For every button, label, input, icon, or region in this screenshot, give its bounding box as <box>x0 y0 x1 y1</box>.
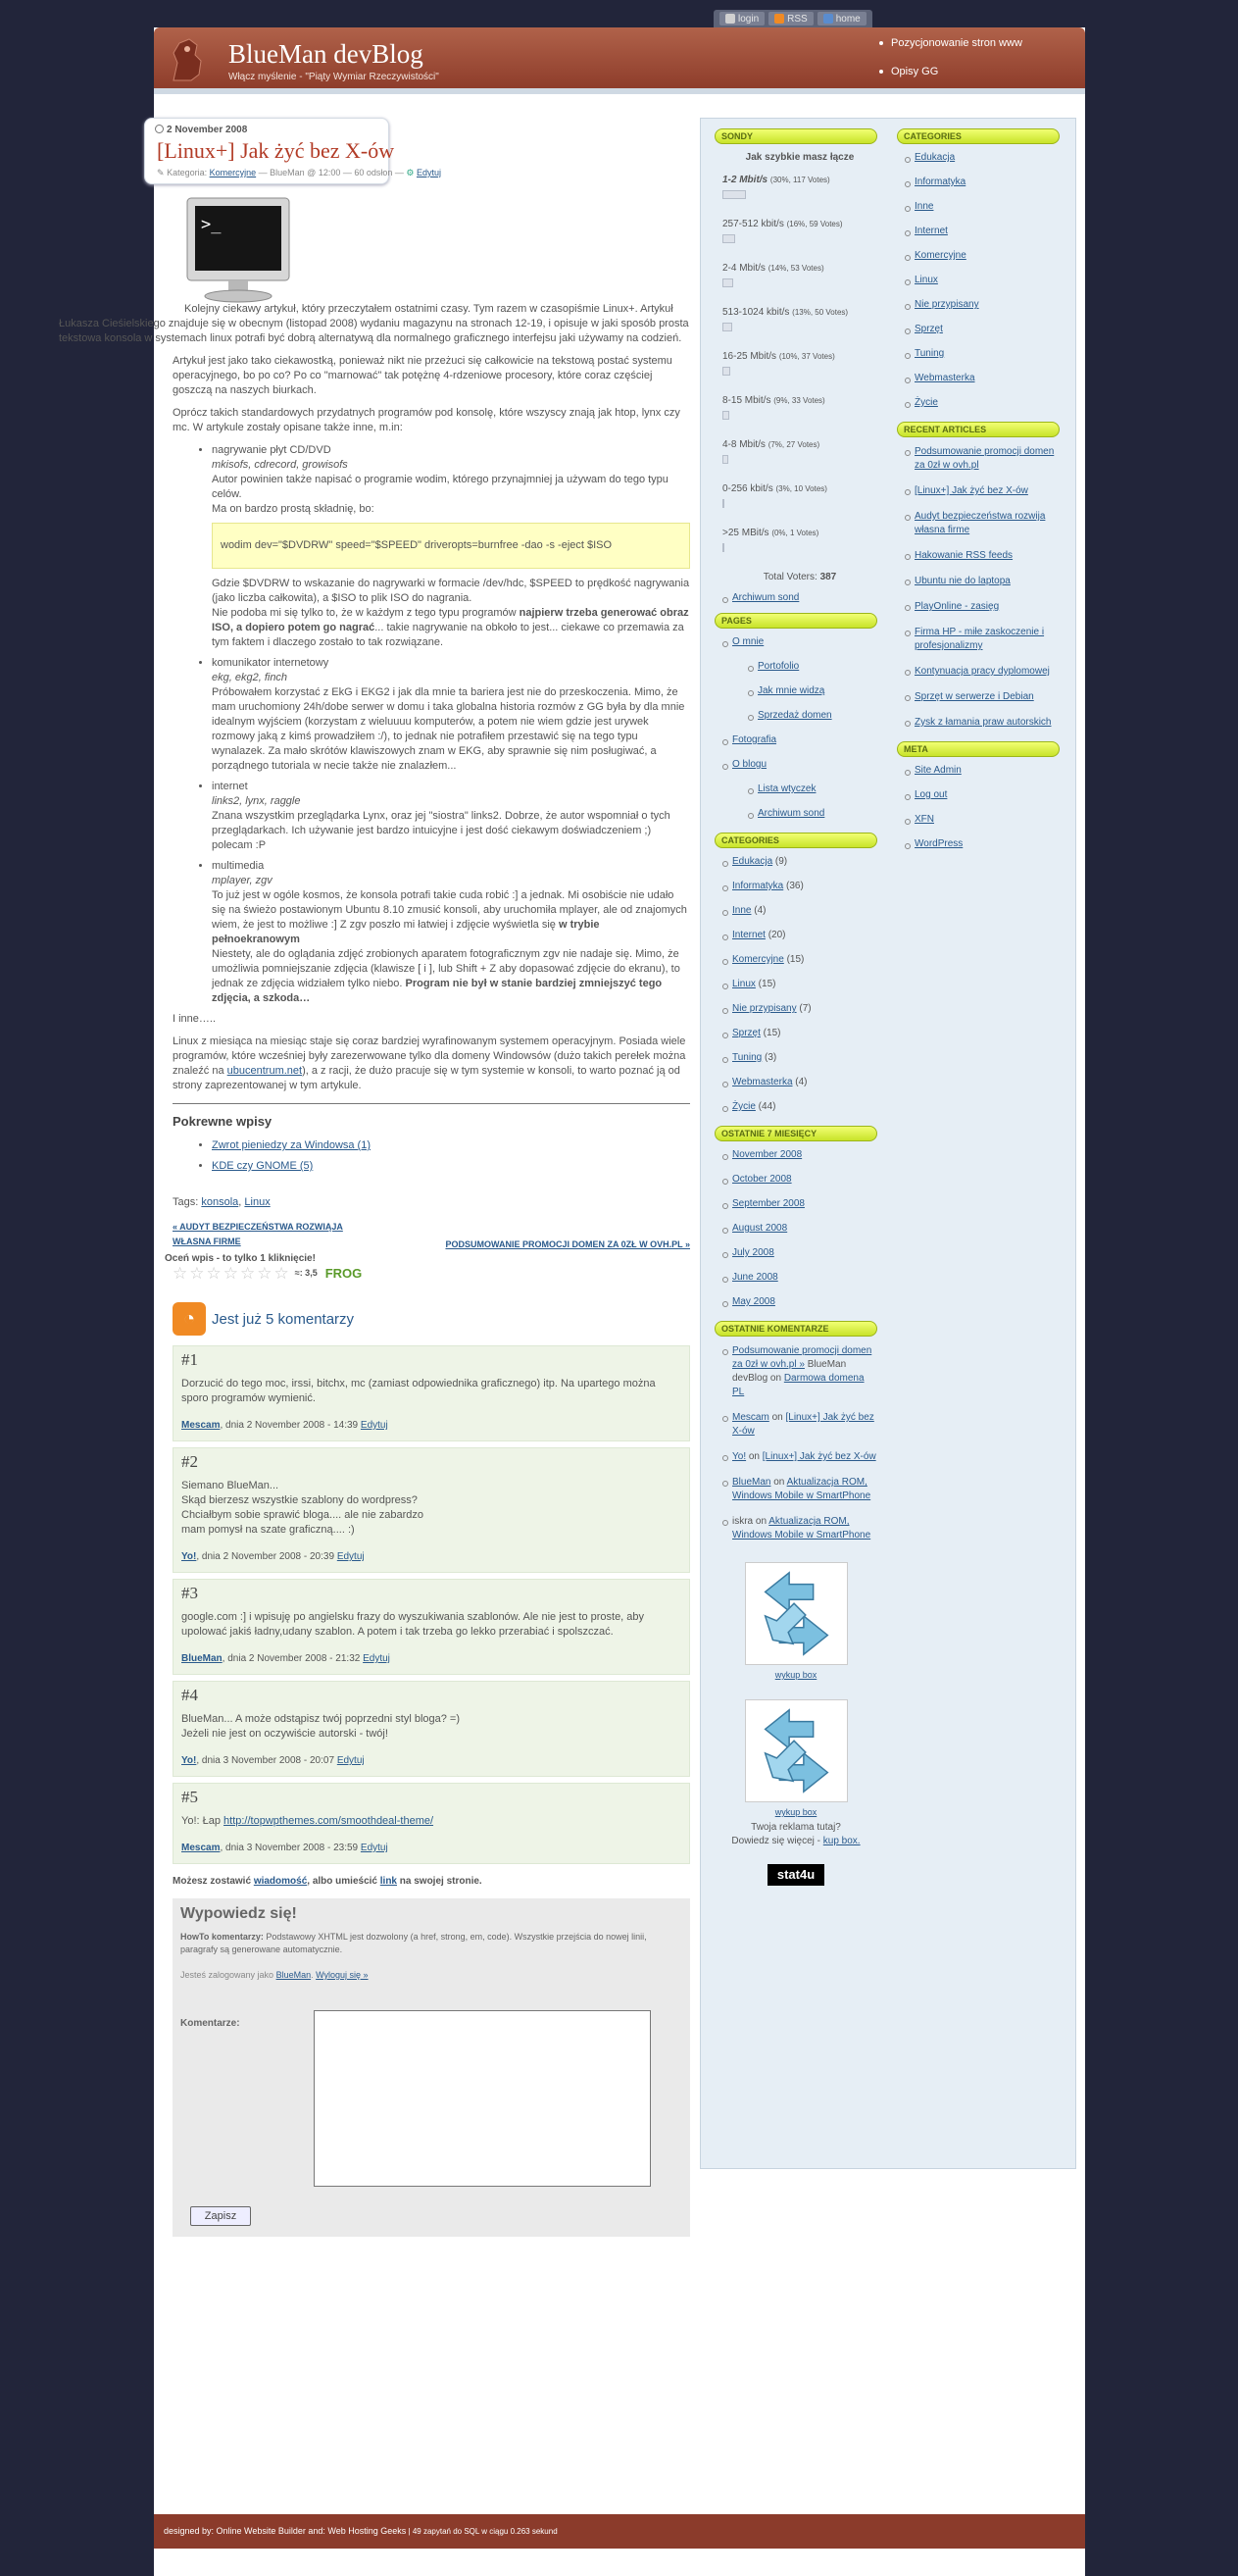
post-header <box>144 118 441 184</box>
related-item[interactable]: • Zwrot pieniedzy za Windowsa (1) <box>212 1138 690 1153</box>
arrows-icon <box>745 1562 848 1665</box>
next-post-link[interactable]: PODSUMOWANIE PROMOCJI DOMEN ZA 0ZŁ W OVH.PL » <box>445 1239 690 1249</box>
page-link[interactable]: Jak mnie widzą <box>748 685 877 696</box>
code-block: wodim dev="$DVDRW" speed="$SPEED" driveropts=burnfree -dao -s -eject $ISO <box>212 523 690 569</box>
sidebar-heading: PAGES <box>715 613 877 629</box>
recent-article-link[interactable]: Audyt bezpieczeństwa rozwija własna firme <box>905 510 1060 537</box>
page-link[interactable]: O mnie <box>722 636 877 647</box>
blog-title[interactable]: BlueMan devBlog <box>228 39 423 69</box>
poll-total: Total Voters: 387 <box>763 572 837 582</box>
poll-bar <box>722 323 732 331</box>
star-icon[interactable]: ☆ <box>240 1264 256 1283</box>
pages-list <box>715 636 877 819</box>
trackback-note: Możesz zostawić wiadomość, albo umieścić link na swojej stronie. <box>173 1876 482 1887</box>
post-tags: Tags: konsola, Linux <box>173 1196 271 1208</box>
page-link[interactable]: Portofolio <box>748 661 877 672</box>
comment-label: Komentarze: <box>180 2018 240 2029</box>
arrows-icon <box>745 1699 848 1802</box>
meta-link[interactable]: Log out <box>905 789 1060 800</box>
comment-text: Dorzucić do tego moc, irssi, bitchx, mc (zamiast odpowiednika graficznego) itp. Na upartego można sporo programów wymienić. <box>181 1378 656 1404</box>
archive-month-link[interactable]: September 2008 <box>722 1198 877 1209</box>
comment-number: #5 <box>181 1788 198 1806</box>
tag-link[interactable]: Linux <box>244 1196 271 1208</box>
post-edit-link[interactable]: Edytuj <box>416 168 441 177</box>
poll-option: 4-8 Mbit/s (7%, 27 Votes) <box>722 439 877 464</box>
recent-article-link[interactable]: Sprzęt w serwerze i Debian <box>905 690 1060 704</box>
category-link[interactable]: Inne (4) <box>722 905 877 916</box>
recent-comment: BlueMan on Aktualizacja ROM, Windows Mobile w SmartPhone <box>722 1476 877 1503</box>
svg-text:>_: >_ <box>201 215 222 234</box>
poll-bar <box>722 411 729 420</box>
archive-month-link[interactable]: May 2008 <box>722 1296 877 1307</box>
submit-button[interactable]: Zapisz <box>190 2206 251 2226</box>
comment-number: #1 <box>181 1350 198 1369</box>
star-icon[interactable]: ☆ <box>223 1264 238 1283</box>
tag-link[interactable]: konsola <box>201 1196 239 1208</box>
list-item: • internet links2, lynx, raggle Znana wszystkim przeglądarka Lynx, oraz jej "siostra" links2. Dobrze, że autor wspomniał o tych przeglądarkach. Ich używanie jest bardzo intuicyjne i jest dość ciekawym doświadczeniem ;) polecam :P <box>212 780 690 853</box>
meta-link[interactable]: Site Admin <box>905 765 1060 776</box>
category-link[interactable]: Internet (20) <box>722 930 877 940</box>
meta-link[interactable]: WordPress <box>905 838 1060 849</box>
comment-number: #2 <box>181 1452 198 1471</box>
login-link[interactable]: login <box>719 12 765 25</box>
related-heading: Pokrewne wpisy <box>173 1114 272 1129</box>
home-icon <box>823 14 833 24</box>
category-link[interactable]: Linux (15) <box>722 979 877 989</box>
comment-edit-link[interactable]: Edytuj <box>336 1551 365 1562</box>
page-link[interactable]: O blogu <box>722 759 877 770</box>
site-header <box>154 27 1085 94</box>
recent-articles-list <box>897 445 1060 730</box>
recent-comment: iskra on Aktualizacja ROM, Windows Mobile w SmartPhone <box>722 1515 877 1542</box>
rating-label: Oceń wpis - to tylko 1 kliknięcie! <box>165 1253 316 1264</box>
stat4u-badge[interactable]: stat4u <box>768 1864 824 1886</box>
edit-icon: ⚙ <box>406 168 415 177</box>
post-paragraph: Kolejny ciekawy artykuł, który przeczytałem ostatnimi czasy. Tym razem w czasopiśmie Linux+. Artykuł Łukasza Cieśielskiego znajduje się w obecnym (listopad 2008) wydaniu magazynu na stronach 12-19, i opisuje w jaki sposób prosta tekstowa konsola w systemach linux potrafi być dobrą alternatywą dla normalnego graficznego interfejsu jaki używamy na codzień. <box>59 303 689 344</box>
related-list <box>212 1138 690 1174</box>
meta-list <box>897 765 1060 849</box>
user-link[interactable]: BlueMan <box>275 1970 312 1980</box>
sidebar <box>700 118 1076 2169</box>
star-icon[interactable]: ☆ <box>257 1264 272 1283</box>
poll-option: >25 MBit/s (0%, 1 Votes) <box>722 528 877 552</box>
poll-bar <box>722 278 733 287</box>
link-link[interactable]: link <box>379 1876 397 1887</box>
recent-article-link[interactable]: Kontynuacja pracy dyplomowej <box>905 665 1060 679</box>
poll-option: 2-4 Mbit/s (14%, 53 Votes) <box>722 263 877 287</box>
reply-form <box>173 1898 690 2237</box>
category-link[interactable]: Edukacja (9) <box>722 856 877 867</box>
comment <box>173 1681 690 1777</box>
sidebar-heading: SONDY <box>715 128 877 144</box>
ad-box[interactable]: wykup box <box>732 1699 860 1817</box>
logout-link[interactable]: Wyloguj się » <box>316 1970 369 1980</box>
comments-heading: ◔ Jest już 5 komentarzy <box>173 1302 690 1336</box>
related-item[interactable]: • KDE czy GNOME (5) <box>212 1159 690 1174</box>
post-title[interactable]: [Linux+] Jak żyć bez X-ów <box>157 138 395 163</box>
sidebar-heading: RECENT ARTICLES <box>897 422 1060 437</box>
comment-edit-link[interactable]: Edytuj <box>360 1843 388 1853</box>
category-link[interactable]: Życie <box>905 397 1060 408</box>
frog-logo[interactable]: FROG <box>324 1266 363 1281</box>
program-list <box>212 443 690 1006</box>
category-link[interactable]: Informatyka (36) <box>722 881 877 891</box>
message-link[interactable]: wiadomość <box>253 1876 308 1887</box>
logged-in-text: Jesteś zalogowany jako BlueMan. Wyloguj się » <box>180 1970 369 1980</box>
recent-article-link[interactable]: Zysk z łamania praw autorskich <box>905 716 1060 730</box>
list-item: • komunikator internetowy ekg, ekg2, finch Próbowałem korzystać z EkG i EKG2 i jak dla mnie ta bariera jest nie do przeskoczenia. Mimo, że mam uruchomiony 24h/dobe serwer w domu i taka globalna historia rozmów z GG była by dla mnie idealnym wyjściem (korzystam z wieluuuu komputerów, a potem nie wiem gdzie jest urywek rozmowy jaką z kimś prowadziłem :/), to jednak nie potrafiłem przestawić się na tego typu wynalazek. Za mało skrótów klawiszowych znam w EKG, aby sprawnie się nim posługiwać, a porządnego tutoriala w necie także nie znalazłem... <box>212 656 690 774</box>
reply-title: Wypowiedz się! <box>180 1905 297 1922</box>
recent-article-link[interactable]: Hakowanie RSS feeds <box>905 549 1060 563</box>
buy-box-link[interactable]: kup box. <box>822 1836 861 1846</box>
comment-text: google.com :] i wpisuję po angielsku frazy do wyszukiwania szablonów. Ale nie jest to proste, aby upolować jakiś ładny,udany szablon. A potem i tak trzeba go lekko przerabiać i spolszczać. <box>181 1611 645 1638</box>
ad-box[interactable]: wykup box <box>732 1562 860 1680</box>
category-link[interactable]: Inne <box>905 201 1060 212</box>
poll-question: Jak szybkie masz łącze <box>745 152 855 163</box>
poll-option: 16-25 Mbit/s (10%, 37 Votes) <box>722 351 877 376</box>
category-link[interactable]: Życie (44) <box>722 1101 877 1112</box>
poll-bar <box>722 367 730 376</box>
comment <box>173 1579 690 1675</box>
comment-text: BlueMan... A może odstąpisz twój poprzedni styl bloga? =) Jeżeli nie jest on oczywiście autorski - twój! <box>181 1713 461 1740</box>
category-link[interactable]: Tuning <box>905 348 1060 359</box>
recent-comment: Mescam on [Linux+] Jak żyć bez X-ów <box>722 1411 877 1439</box>
poll-option: 513-1024 kbit/s (13%, 50 Votes) <box>722 307 877 331</box>
poll-widget <box>715 152 877 582</box>
sidebar-heading: CATEGORIES <box>897 128 1060 144</box>
comment-textarea[interactable] <box>314 2010 651 2187</box>
recent-article-link[interactable]: Podsumowanie promocji domen za 0zł w ovh.pl <box>905 445 1060 473</box>
post-date: 2 November 2008 <box>155 125 247 135</box>
poll-option: 8-15 Mbit/s (9%, 33 Votes) <box>722 395 877 420</box>
comment-author-line: Yo!, dnia 3 November 2008 - 20:07 Edytuj <box>181 1755 365 1766</box>
category-link[interactable]: Linux <box>905 275 1060 285</box>
archive-month-link[interactable]: October 2008 <box>722 1174 877 1185</box>
poll-bar <box>722 455 728 464</box>
category-link[interactable]: Komercyjne (15) <box>722 954 877 965</box>
login-icon <box>725 14 735 24</box>
rating-stars[interactable] <box>173 1266 690 1281</box>
blog-description: Włącz myślenie - "Piąty Wymiar Rzeczywistości" <box>228 72 439 82</box>
divider <box>173 1103 690 1104</box>
poll-bar <box>722 234 735 243</box>
sidebar-heading: OSTATNIE 7 MIESIĘCY <box>715 1126 877 1141</box>
comment-author-line: Mescam, dnia 2 November 2008 - 14:39 Edytuj <box>181 1420 388 1431</box>
poll-options <box>722 175 877 552</box>
comment-author-line: BlueMan, dnia 2 November 2008 - 21:32 Edytuj <box>181 1653 390 1664</box>
archive-months-list <box>715 1149 877 1307</box>
rating-score: ≈: 3,5 <box>294 1268 318 1278</box>
page-link[interactable]: Archiwum sond <box>748 808 877 819</box>
category-link[interactable]: Komercyjne <box>905 250 1060 261</box>
poll-option: 257-512 kbit/s (16%, 59 Votes) <box>722 219 877 243</box>
comment-text: Yo!: Łap http://topwpthemes.com/smoothdeal-theme/ <box>181 1815 434 1827</box>
poll-option: 0-256 kbit/s (3%, 10 Votes) <box>722 483 877 508</box>
category-link[interactable]: Webmasterka <box>905 373 1060 383</box>
categories-list <box>897 152 1060 408</box>
recent-comment: Podsumowanie promocji domen za 0zł w ovh.pl » BlueMan devBlog on Darmowa domena PL <box>722 1344 877 1399</box>
rss-icon <box>774 14 784 24</box>
top-nav <box>714 10 872 27</box>
comment-author[interactable]: Yo! <box>181 1755 197 1766</box>
clock-icon <box>155 125 164 133</box>
poll-archive-list <box>715 592 877 603</box>
comment <box>173 1447 690 1573</box>
comment-edit-link[interactable]: Edytuj <box>360 1420 388 1431</box>
comment-edit-link[interactable]: Edytuj <box>336 1755 365 1766</box>
category-link[interactable]: Sprzęt <box>905 324 1060 334</box>
comment <box>173 1783 690 1864</box>
category-link[interactable]: Informatyka <box>905 177 1060 187</box>
categories-list <box>715 856 877 1112</box>
comment-author[interactable]: Mescam <box>181 1420 221 1431</box>
category-link[interactable]: Tuning (3) <box>722 1052 877 1063</box>
ad-text: Twoja reklama tutaj? Dowiedz się więcej - kup box. <box>731 1822 861 1846</box>
recent-article-link[interactable]: Ubuntu nie do laptopa <box>905 575 1060 588</box>
comment-list <box>173 1345 690 1864</box>
recent-article-link[interactable]: Firma HP - miłe zaskoczenie i profesjonalizmy <box>905 626 1060 653</box>
star-icon[interactable]: ☆ <box>173 1264 188 1283</box>
sidebar-heading: CATEGORIES <box>715 833 877 848</box>
list-item: • multimedia mplayer, zgv To już jest w ogóle kosmos, że konsola potrafi takie cuda robić :] a jednak. Mi osobiście nie udało się na świeżo postawionym Ubuntu 8.10 zmusić konsoli, aby uruchomiła mplayer, ale od znajomych wiem, że jest to możliwe :] Z zgv poszło mi łatwiej i zdjęcie wyświetla się w trybie pełnoekranowym Niestety, ale do oglądania zdjęć zrobionych aparatem fotograficznym zgv nie nadaje się. Mimo, że umożliwia pomniejszanie zdjęcia (klawisze [ i ], lub Shift + Z aby dopasować zdjęcie do ekranu), to jednak ze zdjęcia widziałem tylko niebo. Program nie był w stanie bardziej zmniejszyć tego zdjęcia, a szkoda… <box>212 859 690 1006</box>
header-link[interactable]: Pozycjonowanie stron www <box>879 37 1022 49</box>
ubucentrum-link[interactable]: ubucentrum.net <box>226 1065 303 1077</box>
recent-article-link[interactable]: [Linux+] Jak żyć bez X-ów <box>905 484 1060 498</box>
star-icon[interactable]: ☆ <box>206 1264 222 1283</box>
post-paragraph: Linux z miesiąca na miesiąc staje się coraz bardziej wyrafinowanym systemem operacyjnym. Posiada wiele programów, które wcześniej były zarezerwowane tylko dla domeny Windowsów (dużo takich perełek można znaleźć na ubucentrum.net), a z racji, że dużo pracuje się w tym systemie w konsoli, to warto poznać ją od strony zaprezentowanej w tym artykule. <box>173 1035 686 1091</box>
poll-bar <box>722 543 724 552</box>
page-link[interactable]: Lista wtyczek <box>748 783 877 794</box>
rss-link[interactable]: RSS <box>768 12 814 25</box>
howto-text: HowTo komentarzy: Podstawowy XHTML jest dozwolony (a href, strong, em, code). Wszystkie przejścia do nowej linii, paragrafy są generowane automatycznie. <box>180 1932 647 1954</box>
post-body <box>59 302 690 2237</box>
post-paragraph: Artykuł jest jako tako ciekawostką, ponieważ nikt nie przeżuci się całkowicie na tekstową postać systemu operacyjnego, bo po co? Po co "marnować" tak potężnę 4-rdzeniowe procesory, które coraz częściej goszczą na naszych biurkach. <box>173 355 672 396</box>
comment-text: Siemano BlueMan... Skąd bierzesz wszystkie szablony do wordpress? Chciałbym sobie sprawić bloga.... ale nie zabardzo mam pomysł na szate graficzną.... :) <box>181 1480 424 1536</box>
comment-link[interactable]: http://topwpthemes.com/smoothdeal-theme/ <box>223 1815 434 1827</box>
category-link[interactable]: Webmasterka (4) <box>722 1077 877 1087</box>
rss-feed-icon[interactable]: ◔ <box>173 1302 206 1336</box>
category-link[interactable]: Nie przypisany (7) <box>722 1003 877 1014</box>
post-meta: ✎ Kategoria: Komercyjne — BlueMan @ 12:00 — 60 odsłon — ⚙ Edytuj <box>157 168 441 177</box>
category-link[interactable]: Sprzęt (15) <box>722 1028 877 1038</box>
comment-author-line: Yo!, dnia 2 November 2008 - 20:39 Edytuj <box>181 1551 365 1562</box>
page-wrapper <box>59 27 1085 2576</box>
category-link[interactable]: Edukacja <box>905 152 1060 163</box>
comment-number: #4 <box>181 1686 198 1704</box>
post-category-link[interactable]: Komercyjne <box>209 168 257 177</box>
meta-link[interactable]: XFN <box>905 814 1060 825</box>
home-link[interactable]: home <box>817 12 867 25</box>
site-footer: designed by: Online Website Builder and: Web Hosting Geeks | 49 zapytań do SQL w ciągu 0.263 sekund <box>154 2514 1085 2549</box>
comment-author[interactable]: Yo! <box>181 1551 197 1562</box>
comment-author[interactable]: BlueMan <box>181 1653 223 1664</box>
archive-month-link[interactable]: November 2008 <box>722 1149 877 1160</box>
post-paragraph: Oprócz takich standardowych przydatnych programów pod konsolę, które wszyscy znają jak htop, lynx czy mc. W artykule zostały opisane także inne, m.in: <box>173 407 680 433</box>
poll-bar <box>722 499 724 508</box>
terminal-monitor-image <box>183 196 293 304</box>
comment <box>173 1345 690 1441</box>
poll-option: 1-2 Mbit/s (30%, 117 Votes) <box>722 175 877 199</box>
archive-month-link[interactable]: July 2008 <box>722 1247 877 1258</box>
tag-icon: ✎ <box>157 168 165 177</box>
sidebar-heading: OSTATNIE KOMENTARZE <box>715 1321 877 1337</box>
post-paragraph: I inne….. <box>173 1013 217 1025</box>
page-link[interactable]: Sprzedaż domen <box>748 710 877 721</box>
star-icon[interactable]: ☆ <box>273 1264 289 1283</box>
poll-archive-link[interactable]: Archiwum sond <box>722 592 877 603</box>
comment-author[interactable]: Mescam <box>181 1843 221 1853</box>
mascot-logo <box>166 35 207 84</box>
page-link[interactable]: Fotografia <box>722 734 877 745</box>
poll-bar <box>722 190 746 199</box>
comment-number: #3 <box>181 1584 198 1602</box>
sidebar-left <box>715 119 877 1886</box>
recent-comment: Yo! on [Linux+] Jak żyć bez X-ów <box>722 1450 877 1464</box>
header-links <box>879 37 1022 94</box>
comment-edit-link[interactable]: Edytuj <box>363 1653 390 1664</box>
archive-month-link[interactable]: June 2008 <box>722 1272 877 1283</box>
comment-author-line: Mescam, dnia 3 November 2008 - 23:59 Edytuj <box>181 1843 388 1853</box>
recent-comments-list <box>715 1344 877 1542</box>
list-item: • nagrywanie płyt CD/DVD mkisofs, cdrecord, growisofs Autor powinien także napisać o programie wodim, którego przynajmniej ja używam do tego typu celów. Ma on bardzo prostą składnię, bo: wodim dev="$DVDRW" speed="$SPEED" driveropts=burnfree -dao -s -eject $ISO Gdzie $DVDRW to wskazanie do nagrywarki w formacie /dev/hdc, $SPEED to prędkość nagrywania (jako liczba całkowita), a $ISO to plik ISO do nagrania. Nie podoba mi się tylko to, że w każdym z tego typu programów najpierw trzeba generować obraz ISO, a dopiero potem go nagrać... takie nagrywanie na obkoło to jest... ciekawe co przemawia za tym faktem i dlaczego zostało to tak rozwiązane. <box>212 443 690 650</box>
category-link[interactable]: Internet <box>905 226 1060 236</box>
recent-article-link[interactable]: PlayOnline - zasięg <box>905 600 1060 614</box>
header-link[interactable]: Opisy GG <box>879 66 1022 77</box>
prev-post-link[interactable]: « AUDYT BEZPIECZEŃSTWA ROZWIĄJA WŁASNA FIRME <box>173 1222 343 1246</box>
archive-month-link[interactable]: August 2008 <box>722 1223 877 1234</box>
sidebar-heading: META <box>897 741 1060 757</box>
sidebar-right <box>897 119 1060 863</box>
category-link[interactable]: Nie przypisany <box>905 299 1060 310</box>
star-icon[interactable]: ☆ <box>189 1264 205 1283</box>
